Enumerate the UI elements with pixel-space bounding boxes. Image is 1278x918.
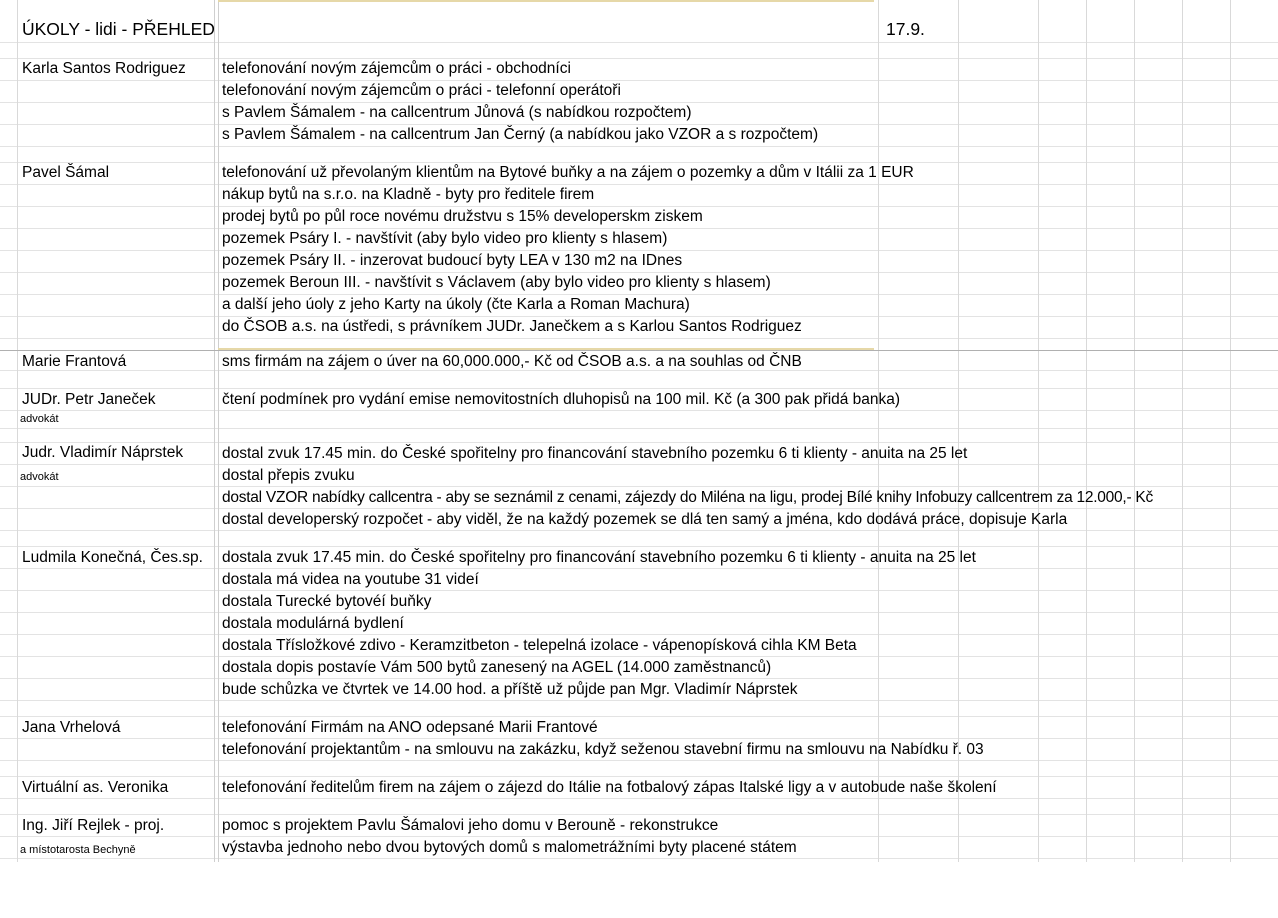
task-cell[interactable]: dostal developerský rozpočet - aby viděl, že na každý pozemek se dlá ten samý a jména, kdo dodává práce, dopisuje Karla bbox=[222, 511, 1068, 528]
person-name[interactable]: Pavel Šámal bbox=[22, 164, 110, 181]
sheet-title[interactable]: ÚKOLY - lidi - PŘEHLED bbox=[22, 19, 215, 39]
person-name[interactable]: Karla Santos Rodriguez bbox=[22, 60, 186, 77]
task-cell[interactable]: dostal VZOR nabídky callcentra - aby se seznámil z cenami, zájezdy do Miléna na ligu, prodej Bílé knihy Infobuzy callcentrem za 12.000,- Kč bbox=[222, 489, 1154, 506]
task-cell[interactable]: bude schůzka ve čtvrtek ve 14.00 hod. a příště už půjde pan Mgr. Vladimír Náprstek bbox=[222, 681, 798, 698]
task-cell[interactable]: dostala Turecké bytovéí buňky bbox=[222, 593, 432, 610]
task-cell[interactable]: dostal zvuk 17.45 min. do České spořitelny pro financování stavebního pozemku 6 ti klienty - anuita na 25 let bbox=[222, 445, 968, 462]
task-cell[interactable]: čtení podmínek pro vydání emise nemovitostních dluhopisů na 100 mil. Kč (a 300 pak přidá banka) bbox=[222, 391, 901, 408]
blank-area bbox=[0, 862, 1278, 918]
column-divider bbox=[958, 0, 959, 862]
person-name[interactable]: JUDr. Petr Janeček bbox=[22, 391, 156, 408]
person-name[interactable]: Jana Vrhelová bbox=[22, 719, 121, 736]
column-divider bbox=[878, 0, 879, 862]
person-name[interactable]: Ludmila Konečná, Čes.sp. bbox=[22, 549, 203, 566]
task-cell[interactable]: dostala má videa na youtube 31 videí bbox=[222, 571, 479, 588]
task-cell[interactable]: a další jeho úoly z jeho Karty na úkoly (čte Karla a Roman Machura) bbox=[222, 296, 690, 313]
task-cell[interactable]: pozemek Psáry I. - navštívit (aby bylo video pro klienty s hlasem) bbox=[222, 230, 668, 247]
task-cell[interactable]: dostala modulárná bydlení bbox=[222, 615, 404, 632]
sheet-date[interactable]: 17.9. bbox=[886, 19, 925, 39]
task-cell[interactable]: s Pavlem Šámalem - na callcentrum Jan Černý (a nabídkou jako VZOR a s rozpočtem) bbox=[222, 126, 819, 143]
person-note[interactable]: advokát bbox=[20, 413, 59, 425]
task-cell[interactable]: telefonování projektantům - na smlouvu na zakázku, když seženou stavební firmu na smlouvu na Nabídku ř. 03 bbox=[222, 741, 984, 758]
person-note[interactable]: a místotarosta Bechyně bbox=[20, 844, 136, 856]
person-name[interactable]: Judr. Vladimír Náprstek bbox=[22, 444, 184, 461]
task-cell[interactable]: pomoc s projektem Pavlu Šámalovi jeho domu v Berouně - rekonstrukce bbox=[222, 817, 719, 834]
column-divider bbox=[17, 0, 18, 862]
task-cell[interactable]: výstavba jednoho nebo dvou bytových domů s malometrážními byty placené státem bbox=[222, 839, 797, 856]
task-cell[interactable]: telefonování Firmám na ANO odepsané Marii Frantové bbox=[222, 719, 598, 736]
column-divider bbox=[1086, 0, 1087, 862]
person-note[interactable]: advokát bbox=[20, 471, 59, 483]
column-divider bbox=[1134, 0, 1135, 862]
person-name[interactable]: Virtuální as. Veronika bbox=[22, 779, 169, 796]
person-name[interactable]: Ing. Jiří Rejlek - proj. bbox=[22, 817, 165, 834]
task-cell[interactable]: dostala zvuk 17.45 min. do České spořitelny pro financování stavebního pozemku 6 ti klienty - anuita na 25 let bbox=[222, 549, 976, 566]
task-cell[interactable]: telefonování ředitelům firem na zájem o zájezd do Itálie na fotbalový zápas Italské ligy a v autobude naše školení bbox=[222, 779, 997, 796]
task-cell[interactable]: s Pavlem Šámalem - na callcentrum Jůnová (s nabídkou rozpočtem) bbox=[222, 104, 692, 121]
column-divider bbox=[218, 0, 219, 862]
task-cell[interactable]: nákup bytů na s.r.o. na Kladně - byty pro ředitele firem bbox=[222, 186, 595, 203]
task-cell[interactable]: dostala Třísložkové zdivo - Keramzitbeton - telepelná izolace - vápenopísková cihla KM Beta bbox=[222, 637, 857, 654]
column-divider bbox=[214, 0, 215, 862]
task-cell[interactable]: telefonování novým zájemcům o práci - telefonní operátoři bbox=[222, 82, 621, 99]
task-cell[interactable]: pozemek Psáry II. - inzerovat budoucí byty LEA v 130 m2 na IDnes bbox=[222, 252, 683, 269]
task-cell[interactable]: telefonování novým zájemcům o práci - obchodníci bbox=[222, 60, 571, 77]
selection-accent bbox=[218, 0, 874, 2]
task-cell[interactable]: telefonování už převolaným klientům na Bytové buňky a na zájem o pozemky a dům v Itálii za 1 EUR bbox=[222, 164, 914, 181]
column-divider bbox=[1038, 0, 1039, 862]
row-divider bbox=[0, 350, 1278, 351]
task-cell[interactable]: pozemek Beroun III. - navštívit s Václavem (aby bylo video pro klienty s hlasem) bbox=[222, 274, 771, 291]
person-name[interactable]: Marie Frantová bbox=[22, 353, 127, 370]
task-cell[interactable]: dostal přepis zvuku bbox=[222, 467, 355, 484]
task-cell[interactable]: sms firmám na zájem o úver na 60,000.000,- Kč od ČSOB a.s. a na souhlas od ČNB bbox=[222, 353, 802, 370]
column-divider bbox=[1230, 0, 1231, 862]
task-cell[interactable]: do ČSOB a.s. na ústředi, s právníkem JUDr. Janečkem a s Karlou Santos Rodriguez bbox=[222, 318, 802, 335]
task-cell[interactable]: prodej bytů po půl roce novému družstvu s 15% developerskm ziskem bbox=[222, 208, 703, 225]
task-cell[interactable]: dostala dopis postavíe Vám 500 bytů zanesený na AGEL (14.000 zaměstnanců) bbox=[222, 659, 772, 676]
column-divider bbox=[1182, 0, 1183, 862]
